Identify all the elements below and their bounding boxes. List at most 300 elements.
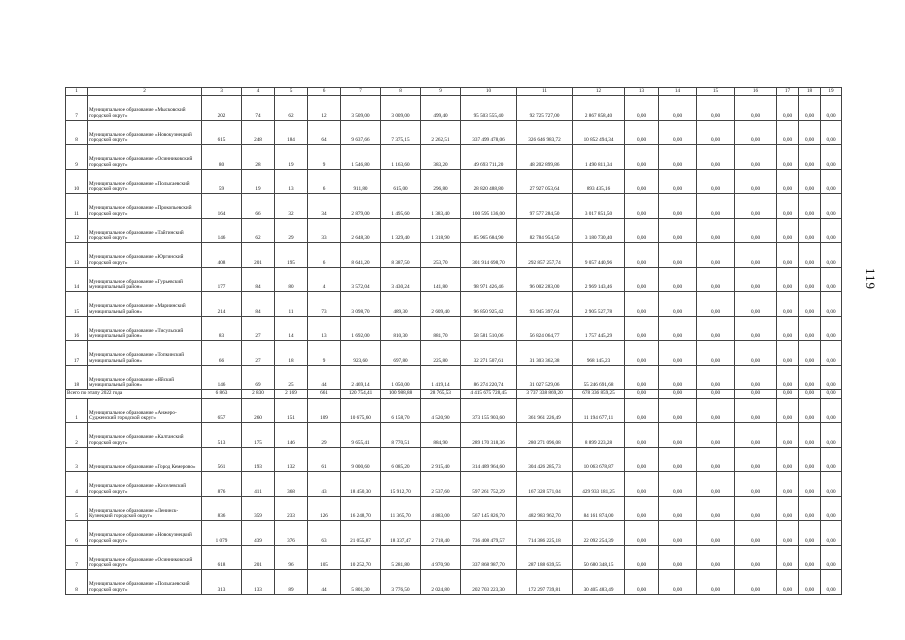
value-cell: 92 725 727,00 bbox=[517, 96, 573, 121]
municipality-name: Муниципальное образование «Гурьевский муниципальный район» bbox=[88, 267, 202, 292]
row-number: 7 bbox=[66, 96, 88, 121]
value-cell: 1 329,40 bbox=[381, 218, 421, 243]
value-cell: 4 bbox=[308, 267, 341, 292]
row-number: 8 bbox=[66, 570, 88, 595]
value-cell: 884,90 bbox=[421, 423, 461, 448]
value-cell: 4 520,90 bbox=[421, 398, 461, 423]
value-cell: 0,00 bbox=[799, 267, 821, 292]
value-cell: 3 180 730,40 bbox=[573, 218, 625, 243]
value-cell: 27 bbox=[242, 316, 275, 341]
value-cell: 30 405 483,49 bbox=[573, 570, 625, 595]
value-cell: 98 971 426,46 bbox=[461, 267, 517, 292]
value-cell: 6 085,20 bbox=[381, 447, 421, 472]
value-cell: 64 bbox=[308, 120, 341, 145]
table-row bbox=[66, 145, 842, 170]
value-cell: 0,00 bbox=[777, 570, 799, 595]
value-cell: 513 bbox=[202, 423, 242, 448]
column-number: 10 bbox=[461, 88, 517, 96]
value-cell: 0,00 bbox=[735, 570, 777, 595]
column-number: 15 bbox=[697, 88, 735, 96]
value-cell: 86 274 220,74 bbox=[461, 365, 517, 390]
value-cell: 126 bbox=[308, 496, 341, 521]
value-cell: 0,00 bbox=[777, 545, 799, 570]
value-cell: 0,00 bbox=[625, 169, 659, 194]
value-cell: 80 bbox=[202, 145, 242, 170]
value-cell: 73 bbox=[308, 292, 341, 317]
value-cell: 48 202 899,86 bbox=[517, 145, 573, 170]
column-number: 8 bbox=[381, 88, 421, 96]
value-cell: 439 bbox=[242, 521, 275, 546]
value-cell: 16 248,70 bbox=[341, 496, 381, 521]
value-cell: 62 bbox=[275, 96, 308, 121]
value-cell: 0,00 bbox=[799, 96, 821, 121]
value-cell: 0,00 bbox=[735, 545, 777, 570]
value-cell: 96 850 925,42 bbox=[461, 292, 517, 317]
value-cell: 146 bbox=[202, 218, 242, 243]
value-cell: 133 bbox=[242, 570, 275, 595]
total-value: 28 765,53 bbox=[421, 390, 461, 399]
row-number: 18 bbox=[66, 365, 88, 390]
value-cell: 100 595 136,00 bbox=[461, 194, 517, 219]
column-number: 16 bbox=[735, 88, 777, 96]
value-cell: 6 158,70 bbox=[381, 398, 421, 423]
value-cell: 0,00 bbox=[697, 292, 735, 317]
value-cell: 49 693 711,20 bbox=[461, 145, 517, 170]
value-cell: 0,00 bbox=[625, 398, 659, 423]
value-cell: 968 145,23 bbox=[573, 341, 625, 366]
value-cell: 0,00 bbox=[659, 570, 697, 595]
value-cell: 14 bbox=[275, 316, 308, 341]
value-cell: 8 641,20 bbox=[341, 243, 381, 268]
value-cell: 27 bbox=[242, 341, 275, 366]
value-cell: 2 469,14 bbox=[341, 365, 381, 390]
row-number: 3 bbox=[66, 447, 88, 472]
value-cell: 0,00 bbox=[697, 521, 735, 546]
value-cell: 0,00 bbox=[777, 292, 799, 317]
value-cell: 66 bbox=[242, 194, 275, 219]
value-cell: 0,00 bbox=[659, 545, 697, 570]
column-number: 3 bbox=[202, 88, 242, 96]
value-cell: 561 bbox=[202, 447, 242, 472]
value-cell: 6 bbox=[308, 243, 341, 268]
value-cell: 0,00 bbox=[697, 365, 735, 390]
value-cell: 0,00 bbox=[735, 194, 777, 219]
value-cell: 7 375,15 bbox=[381, 120, 421, 145]
value-cell: 0,00 bbox=[735, 341, 777, 366]
value-cell: 373 155 903,60 bbox=[461, 398, 517, 423]
row-number: 2 bbox=[66, 423, 88, 448]
value-cell: 146 bbox=[202, 365, 242, 390]
value-cell: 0,00 bbox=[777, 218, 799, 243]
value-cell: 19 bbox=[275, 145, 308, 170]
value-cell: 0,00 bbox=[735, 472, 777, 497]
value-cell: 0,00 bbox=[735, 243, 777, 268]
value-cell: 0,00 bbox=[799, 447, 821, 472]
table-row bbox=[66, 96, 842, 121]
municipality-name: Муниципальное образование «Город Кемерово» bbox=[88, 447, 202, 472]
value-cell: 0,00 bbox=[777, 496, 799, 521]
value-cell: 0,00 bbox=[659, 218, 697, 243]
value-cell: 0,00 bbox=[821, 194, 842, 219]
value-cell: 29 bbox=[308, 423, 341, 448]
table-row bbox=[66, 496, 842, 521]
column-number: 12 bbox=[573, 88, 625, 96]
value-cell: 0,00 bbox=[625, 570, 659, 595]
value-cell: 201 bbox=[242, 545, 275, 570]
value-cell: 201 bbox=[242, 243, 275, 268]
value-cell: 0,00 bbox=[697, 267, 735, 292]
value-cell: 0,00 bbox=[659, 365, 697, 390]
total-value: 0,00 bbox=[697, 390, 735, 399]
value-cell: 69 bbox=[242, 365, 275, 390]
row-number: 8 bbox=[66, 120, 88, 145]
table-row bbox=[66, 398, 842, 423]
total-value: 0,00 bbox=[625, 390, 659, 399]
value-cell: 10 252,70 bbox=[341, 545, 381, 570]
value-cell: 0,00 bbox=[777, 267, 799, 292]
value-cell: 0,00 bbox=[697, 545, 735, 570]
value-cell: 89 bbox=[275, 570, 308, 595]
value-cell: 43 bbox=[308, 472, 341, 497]
value-cell: 0,00 bbox=[625, 341, 659, 366]
value-cell: 96 bbox=[275, 545, 308, 570]
value-cell: 18 450,30 bbox=[341, 472, 381, 497]
value-cell: 31 303 362,38 bbox=[517, 341, 573, 366]
municipality-name: Муниципальное образование «Тайгинский городской округ» bbox=[88, 218, 202, 243]
value-cell: 0,00 bbox=[659, 496, 697, 521]
value-cell: 74 bbox=[242, 96, 275, 121]
value-cell: 4 883,00 bbox=[421, 496, 461, 521]
value-cell: 0,00 bbox=[777, 521, 799, 546]
value-cell: 0,00 bbox=[697, 145, 735, 170]
value-cell: 0,00 bbox=[735, 521, 777, 546]
value-cell: 881,70 bbox=[421, 316, 461, 341]
value-cell: 3 017 851,50 bbox=[573, 194, 625, 219]
total-value: 3 737 338 869,20 bbox=[517, 390, 573, 399]
value-cell: 0,00 bbox=[777, 120, 799, 145]
value-cell: 15 912,70 bbox=[381, 472, 421, 497]
value-cell: 0,00 bbox=[659, 521, 697, 546]
municipality-name: Муниципальное образование «Осинниковский городской округ» bbox=[88, 145, 202, 170]
municipality-name: Муниципальное образование «Мысковский городской округ» bbox=[88, 96, 202, 121]
value-cell: 248 bbox=[242, 120, 275, 145]
value-cell: 0,00 bbox=[697, 316, 735, 341]
value-cell: 0,00 bbox=[777, 423, 799, 448]
value-cell: 109 bbox=[308, 398, 341, 423]
value-cell: 132 bbox=[275, 447, 308, 472]
value-cell: 2 867 858,40 bbox=[573, 96, 625, 121]
value-cell: 3 776,50 bbox=[381, 570, 421, 595]
value-cell: 2 648,30 bbox=[341, 218, 381, 243]
value-cell: 301 914 698,70 bbox=[461, 243, 517, 268]
value-cell: 359 bbox=[242, 496, 275, 521]
value-cell: 0,00 bbox=[735, 96, 777, 121]
value-cell: 326 646 983,72 bbox=[517, 120, 573, 145]
total-value: 0,00 bbox=[821, 390, 842, 399]
value-cell: 4 970,90 bbox=[421, 545, 461, 570]
value-cell: 0,00 bbox=[697, 447, 735, 472]
value-cell: 0,00 bbox=[777, 194, 799, 219]
value-cell: 80 bbox=[275, 267, 308, 292]
municipality-name: Муниципальное образование «Анжеро-Судженский городской округ» bbox=[88, 398, 202, 423]
row-number: 4 bbox=[66, 472, 88, 497]
value-cell: 1 757 445,29 bbox=[573, 316, 625, 341]
value-cell: 3 572,04 bbox=[341, 267, 381, 292]
value-cell: 0,00 bbox=[821, 316, 842, 341]
column-number: 14 bbox=[659, 88, 697, 96]
value-cell: 0,00 bbox=[799, 169, 821, 194]
municipality-name: Муниципальное образование «Прокопьевский городской округ» bbox=[88, 194, 202, 219]
municipality-name: Муниципальное образование «Калтанский городской округ» bbox=[88, 423, 202, 448]
value-cell: 0,00 bbox=[697, 472, 735, 497]
value-cell: 34 bbox=[308, 194, 341, 219]
value-cell: 0,00 bbox=[625, 496, 659, 521]
value-cell: 0,00 bbox=[777, 341, 799, 366]
value-cell: 11 bbox=[275, 292, 308, 317]
value-cell: 8 387,50 bbox=[381, 243, 421, 268]
table-row bbox=[66, 292, 842, 317]
value-cell: 383,20 bbox=[421, 145, 461, 170]
value-cell: 12 bbox=[308, 96, 341, 121]
value-cell: 56 824 064,77 bbox=[517, 316, 573, 341]
value-cell: 97 577 284,50 bbox=[517, 194, 573, 219]
value-cell: 0,00 bbox=[799, 243, 821, 268]
value-cell: 361 961 226,49 bbox=[517, 398, 573, 423]
column-number: 17 bbox=[777, 88, 799, 96]
value-cell: 50 680 348,15 bbox=[573, 545, 625, 570]
value-cell: 0,00 bbox=[659, 96, 697, 121]
value-cell: 0,00 bbox=[625, 194, 659, 219]
value-cell: 202 703 223,30 bbox=[461, 570, 517, 595]
value-cell: 6 bbox=[308, 169, 341, 194]
value-cell: 0,00 bbox=[659, 472, 697, 497]
value-cell: 0,00 bbox=[659, 423, 697, 448]
value-cell: 10 852 494,34 bbox=[573, 120, 625, 145]
page-number: 119 bbox=[863, 268, 878, 291]
value-cell: 0,00 bbox=[821, 169, 842, 194]
value-cell: 5 801,30 bbox=[341, 570, 381, 595]
value-cell: 0,00 bbox=[697, 341, 735, 366]
value-cell: 313 bbox=[202, 570, 242, 595]
value-cell: 29 bbox=[275, 218, 308, 243]
value-cell: 1 050,00 bbox=[381, 365, 421, 390]
value-cell: 146 bbox=[275, 423, 308, 448]
value-cell: 810,30 bbox=[381, 316, 421, 341]
total-value: 2 830 bbox=[242, 390, 275, 399]
value-cell: 0,00 bbox=[697, 169, 735, 194]
value-cell: 0,00 bbox=[659, 145, 697, 170]
value-cell: 82 784 954,50 bbox=[517, 218, 573, 243]
value-cell: 2 262,51 bbox=[421, 120, 461, 145]
value-cell: 0,00 bbox=[659, 341, 697, 366]
value-cell: 19 bbox=[242, 169, 275, 194]
value-cell: 0,00 bbox=[625, 243, 659, 268]
value-cell: 2 537,60 bbox=[421, 472, 461, 497]
value-cell: 0,00 bbox=[625, 292, 659, 317]
value-cell: 0,00 bbox=[659, 169, 697, 194]
value-cell: 376 bbox=[275, 521, 308, 546]
value-cell: 0,00 bbox=[821, 365, 842, 390]
value-cell: 9 bbox=[308, 145, 341, 170]
value-cell: 0,00 bbox=[735, 145, 777, 170]
value-cell: 0,00 bbox=[821, 120, 842, 145]
value-cell: 59 bbox=[202, 169, 242, 194]
value-cell: 9 655,41 bbox=[341, 423, 381, 448]
value-cell: 141,80 bbox=[421, 267, 461, 292]
value-cell: 736 408 479,57 bbox=[461, 521, 517, 546]
value-cell: 893 435,16 bbox=[573, 169, 625, 194]
value-cell: 0,00 bbox=[799, 496, 821, 521]
municipality-name: Муниципальное образование «Осинниковский городской округ» bbox=[88, 545, 202, 570]
value-cell: 33 bbox=[308, 218, 341, 243]
value-cell: 0,00 bbox=[821, 341, 842, 366]
value-cell: 0,00 bbox=[697, 218, 735, 243]
value-cell: 13 bbox=[275, 169, 308, 194]
value-cell: 657 bbox=[202, 398, 242, 423]
value-cell: 11 194 677,11 bbox=[573, 398, 625, 423]
value-cell: 66 bbox=[202, 341, 242, 366]
value-cell: 1 490 811,34 bbox=[573, 145, 625, 170]
total-value: 0,00 bbox=[799, 390, 821, 399]
value-cell: 0,00 bbox=[697, 570, 735, 595]
value-cell: 0,00 bbox=[735, 218, 777, 243]
value-cell: 9 bbox=[308, 341, 341, 366]
row-number: 6 bbox=[66, 521, 88, 546]
municipality-name: Муниципальное образование «Новокузнецкий городской округ» bbox=[88, 120, 202, 145]
value-cell: 184 bbox=[275, 120, 308, 145]
row-number: 5 bbox=[66, 496, 88, 521]
value-cell: 0,00 bbox=[659, 120, 697, 145]
column-number: 4 bbox=[242, 88, 275, 96]
value-cell: 0,00 bbox=[799, 194, 821, 219]
table-row bbox=[66, 316, 842, 341]
value-cell: 31 027 529,06 bbox=[517, 365, 573, 390]
value-cell: 714 386 225,18 bbox=[517, 521, 573, 546]
value-cell: 0,00 bbox=[777, 243, 799, 268]
value-cell: 2 024,80 bbox=[421, 570, 461, 595]
value-cell: 1 546,80 bbox=[341, 145, 381, 170]
value-cell: 0,00 bbox=[625, 316, 659, 341]
row-number: 10 bbox=[66, 169, 88, 194]
value-cell: 280 271 096,08 bbox=[517, 423, 573, 448]
column-number: 6 bbox=[308, 88, 341, 96]
value-cell: 202 bbox=[202, 96, 242, 121]
row-number: 17 bbox=[66, 341, 88, 366]
value-cell: 32 bbox=[275, 194, 308, 219]
value-cell: 0,00 bbox=[659, 267, 697, 292]
value-cell: 0,00 bbox=[777, 398, 799, 423]
value-cell: 0,00 bbox=[659, 398, 697, 423]
total-value: 6 863 bbox=[202, 390, 242, 399]
value-cell: 337 868 987,70 bbox=[461, 545, 517, 570]
municipality-name: Муниципальное образование «Полысаевский городской округ» bbox=[88, 570, 202, 595]
value-cell: 9 057 440,96 bbox=[573, 243, 625, 268]
value-cell: 177 bbox=[202, 267, 242, 292]
municipality-name: Муниципальное образование «Юргинский городской округ» bbox=[88, 243, 202, 268]
value-cell: 0,00 bbox=[799, 423, 821, 448]
table-row bbox=[66, 423, 842, 448]
total-value: 4 415 675 728,45 bbox=[461, 390, 517, 399]
value-cell: 0,00 bbox=[821, 521, 842, 546]
row-number: 13 bbox=[66, 243, 88, 268]
row-number: 1 bbox=[66, 398, 88, 423]
value-cell: 0,00 bbox=[697, 96, 735, 121]
value-cell: 482 983 962,70 bbox=[517, 496, 573, 521]
value-cell: 296,80 bbox=[421, 169, 461, 194]
table-row bbox=[66, 267, 842, 292]
column-number: 7 bbox=[341, 88, 381, 96]
value-cell: 0,00 bbox=[735, 120, 777, 145]
column-number: 5 bbox=[275, 88, 308, 96]
value-cell: 0,00 bbox=[697, 243, 735, 268]
total-row bbox=[66, 390, 842, 399]
value-cell: 9 000,60 bbox=[341, 447, 381, 472]
value-cell: 0,00 bbox=[625, 545, 659, 570]
value-cell: 175 bbox=[242, 423, 275, 448]
value-cell: 411 bbox=[242, 472, 275, 497]
value-cell: 63 bbox=[308, 521, 341, 546]
value-cell: 337 499 478,06 bbox=[461, 120, 517, 145]
value-cell: 0,00 bbox=[799, 145, 821, 170]
value-cell: 8 770,51 bbox=[381, 423, 421, 448]
value-cell: 1 419,14 bbox=[421, 365, 461, 390]
value-cell: 83 bbox=[202, 316, 242, 341]
value-cell: 0,00 bbox=[821, 423, 842, 448]
value-cell: 58 581 510,06 bbox=[461, 316, 517, 341]
column-number: 18 bbox=[799, 88, 821, 96]
value-cell: 0,00 bbox=[735, 365, 777, 390]
value-cell: 18 337,47 bbox=[381, 521, 421, 546]
value-cell: 22 092 254,39 bbox=[573, 521, 625, 546]
municipality-name: Муниципальное образование «Новокузнецкий городской округ» bbox=[88, 521, 202, 546]
value-cell: 615 bbox=[202, 120, 242, 145]
value-cell: 0,00 bbox=[735, 267, 777, 292]
value-cell: 287 188 639,55 bbox=[517, 545, 573, 570]
value-cell: 0,00 bbox=[735, 398, 777, 423]
total-value: 120 754,41 bbox=[341, 390, 381, 399]
table-row bbox=[66, 194, 842, 219]
value-cell: 0,00 bbox=[777, 472, 799, 497]
value-cell: 84 bbox=[242, 267, 275, 292]
row-number: 11 bbox=[66, 194, 88, 219]
total-value: 2 169 bbox=[275, 390, 308, 399]
table-row bbox=[66, 218, 842, 243]
value-cell: 615,00 bbox=[381, 169, 421, 194]
value-cell: 21 055,87 bbox=[341, 521, 381, 546]
value-cell: 214 bbox=[202, 292, 242, 317]
value-cell: 0,00 bbox=[697, 120, 735, 145]
value-cell: 3 509,00 bbox=[341, 96, 381, 121]
value-cell: 1 079 bbox=[202, 521, 242, 546]
row-number: 16 bbox=[66, 316, 88, 341]
column-number-row bbox=[66, 88, 842, 96]
value-cell: 0,00 bbox=[799, 545, 821, 570]
value-cell: 0,00 bbox=[625, 120, 659, 145]
column-number: 2 bbox=[88, 88, 202, 96]
column-number: 11 bbox=[517, 88, 573, 96]
total-value: 0,00 bbox=[777, 390, 799, 399]
value-cell: 0,00 bbox=[625, 521, 659, 546]
value-cell: 836 bbox=[202, 496, 242, 521]
value-cell: 0,00 bbox=[799, 570, 821, 595]
value-cell: 96 002 283,00 bbox=[517, 267, 573, 292]
value-cell: 0,00 bbox=[735, 496, 777, 521]
value-cell: 0,00 bbox=[697, 194, 735, 219]
value-cell: 0,00 bbox=[799, 472, 821, 497]
value-cell: 0,00 bbox=[659, 194, 697, 219]
value-cell: 0,00 bbox=[659, 243, 697, 268]
table-row bbox=[66, 472, 842, 497]
